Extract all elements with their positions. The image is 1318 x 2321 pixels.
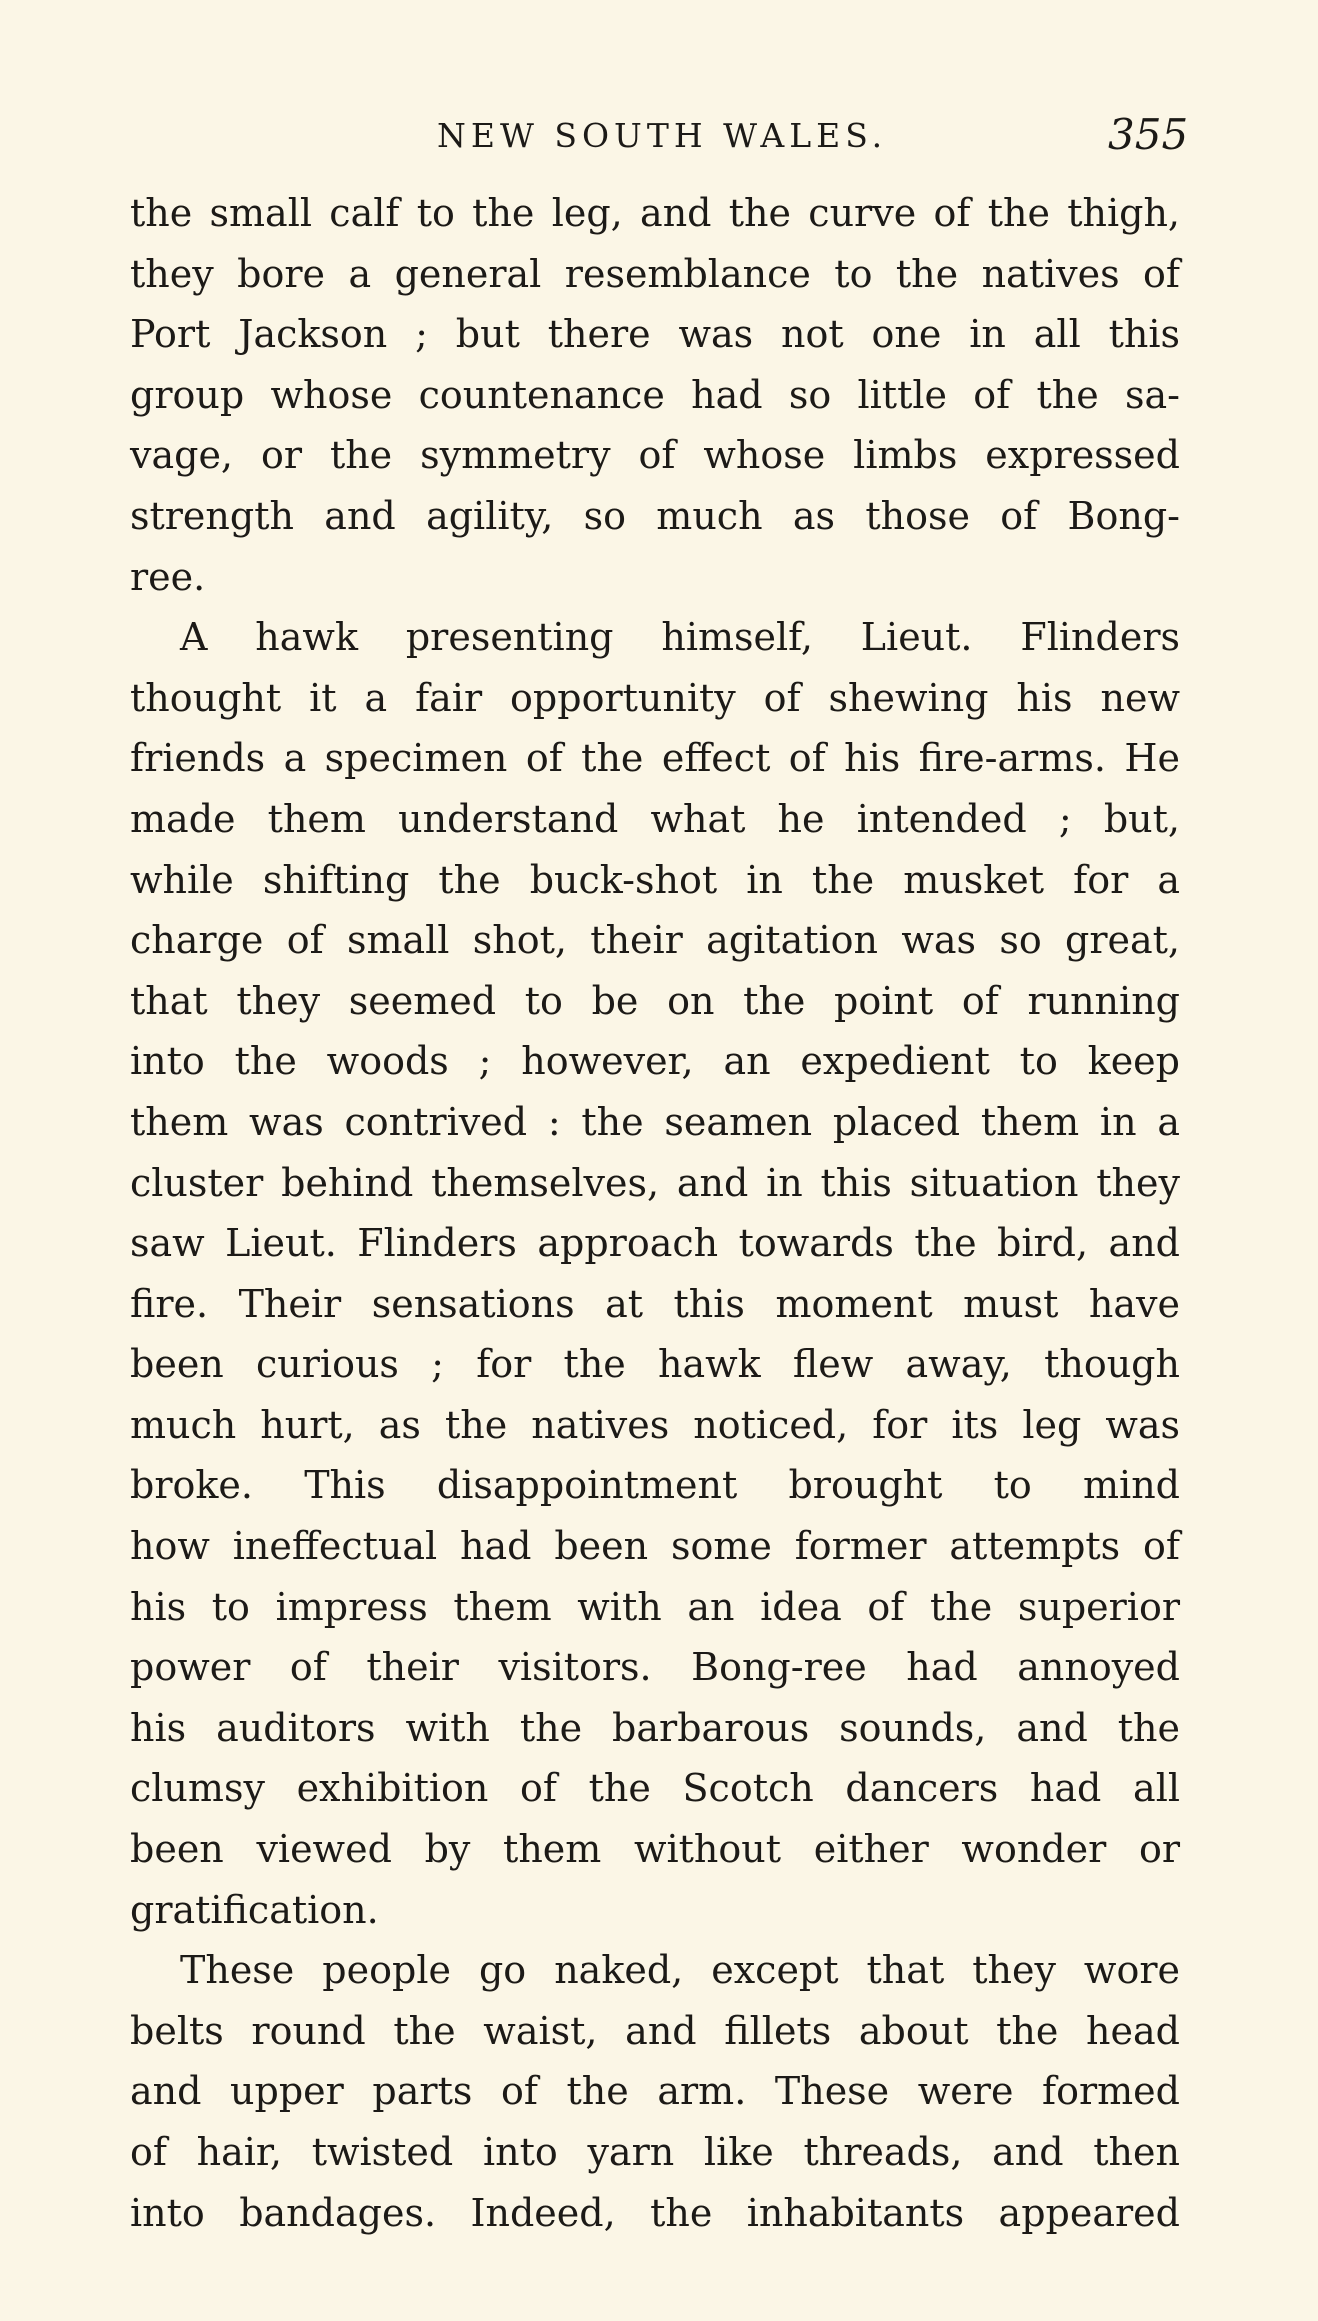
running-head xyxy=(0,110,1318,170)
text-line: clumsy exhibition of the Scotch dancers had all xyxy=(130,1766,1180,1811)
text-line: his to impress them with an idea of the superior xyxy=(130,1584,1180,1629)
text-line: cluster behind themselves, and in this situation they xyxy=(130,1160,1180,1205)
text-line: into the woods ; however, an expedient to keep xyxy=(130,1039,1180,1084)
text-line: that they seemed to be on the point of running xyxy=(130,978,1180,1023)
text-line: broke. This disappointment brought to mind xyxy=(130,1463,1180,1508)
text-line: ree. xyxy=(130,554,206,599)
text-line: been curious ; for the hawk flew away, though xyxy=(130,1342,1180,1387)
text-line: they bore a general resemblance to the natives of xyxy=(130,251,1180,296)
text-line: fire. Their sensations at this moment must have xyxy=(130,1281,1180,1326)
text-line: friends a specimen of the effect of his fire-arms. He xyxy=(130,736,1180,781)
text-line: These people go naked, except that they wore xyxy=(180,1948,1180,1993)
text-line: belts round the waist, and fillets about the head xyxy=(130,2008,1180,2053)
text-line: his auditors with the barbarous sounds, and the xyxy=(130,1705,1180,1750)
text-line: power of their visitors. Bong-ree had annoyed xyxy=(130,1645,1180,1690)
text-line: gratification. xyxy=(130,1887,379,1932)
text-line: them was contrived : the seamen placed them in a xyxy=(130,1099,1180,1144)
text-line: been viewed by them without either wonder or xyxy=(130,1827,1180,1872)
body-text xyxy=(130,183,1180,2243)
text-line: strength and agility, so much as those of Bong- xyxy=(130,493,1180,538)
text-line: A hawk presenting himself, Lieut. Flinders xyxy=(180,615,1180,660)
text-line: thought it a fair opportunity of shewing his new xyxy=(130,675,1180,720)
text-line: made them understand what he intended ; but, xyxy=(130,796,1180,841)
text-line: Port Jackson ; but there was not one in all this xyxy=(130,312,1180,357)
text-line: while shifting the buck-shot in the musket for a xyxy=(130,857,1180,902)
text-line: the small calf to the leg, and the curve of the thigh, xyxy=(130,191,1180,235)
text-line: group whose countenance had so little of the sa- xyxy=(130,372,1180,417)
text-line: of hair, twisted into yarn like threads, and then xyxy=(130,2130,1180,2174)
text-line: charge of small shot, their agitation was so great, xyxy=(130,918,1180,963)
text-line: much hurt, as the natives noticed, for its leg was xyxy=(130,1402,1180,1447)
text-line: and upper parts of the arm. These were formed xyxy=(130,2069,1180,2114)
page-number: 355 xyxy=(1108,110,1189,159)
text-line: into bandages. Indeed, the inhabitants appeared xyxy=(130,2190,1180,2235)
text-line: how ineffectual had been some former attempts of xyxy=(130,1524,1180,1569)
text-line: vage, or the symmetry of whose limbs expressed xyxy=(130,433,1180,478)
text-line: saw Lieut. Flinders approach towards the bird, and xyxy=(130,1221,1180,1266)
running-title: NEW SOUTH WALES. xyxy=(437,116,888,155)
